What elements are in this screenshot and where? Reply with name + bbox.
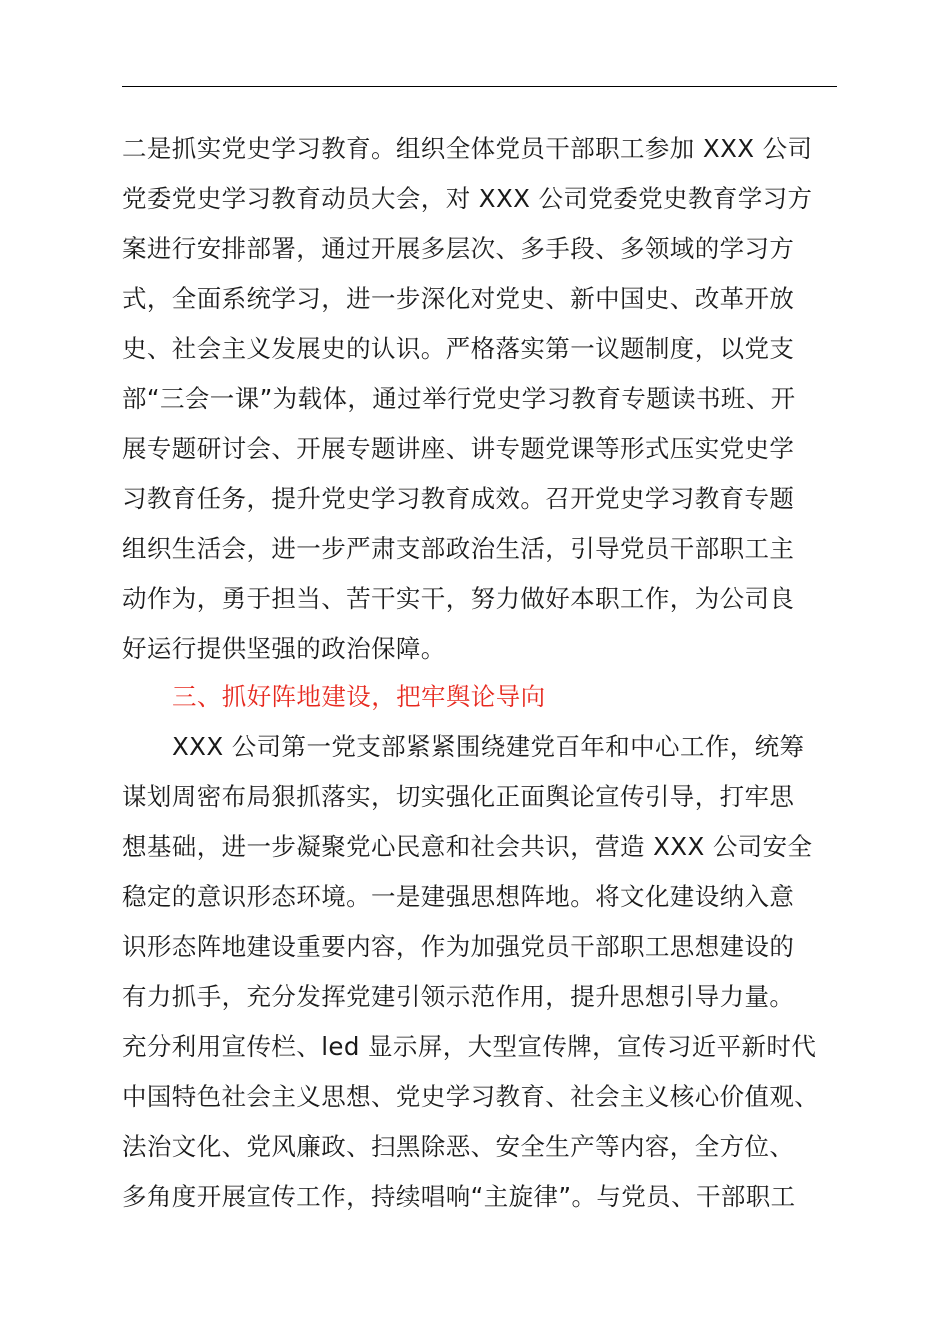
header-rule <box>122 86 837 87</box>
paragraph-line: 组织生活会，进一步严肃支部政治生活，引导党员干部职工主 <box>122 534 795 563</box>
paragraph-line: 习教育任务，提升党史学习教育成效。召开党史学习教育专题 <box>122 484 795 513</box>
paragraph-line: 想基础，进一步凝聚党心民意和社会共识，营造 XXX 公司安全 <box>122 832 813 861</box>
paragraph-line: 好运行提供坚强的政治保障。 <box>122 634 446 663</box>
paragraph-line: 充分利用宣传栏、led 显示屏，大型宣传牌，宣传习近平新时代 <box>122 1032 817 1061</box>
section-heading: 三、抓好阵地建设，把牢舆论导向 <box>172 682 546 711</box>
paragraph-line: 展专题研讨会、开展专题讲座、讲专题党课等形式压实党史学 <box>122 434 795 463</box>
paragraph-line: 党委党史学习教育动员大会，对 XXX 公司党委党史教育学习方 <box>122 184 813 213</box>
paragraph-line: 部“三会一课”为载体，通过举行党史学习教育专题读书班、开 <box>122 384 796 413</box>
paragraph-line: 案进行安排部署，通过开展多层次、多手段、多领域的学习方 <box>122 234 795 263</box>
paragraph-line: 式，全面系统学习，进一步深化对党史、新中国史、改革开放 <box>122 284 795 313</box>
paragraph-line: 谋划周密布局狠抓落实，切实强化正面舆论宣传引导，打牢思 <box>122 782 795 811</box>
paragraph-line: XXX 公司第一党支部紧紧围绕建党百年和中心工作，统筹 <box>172 732 805 761</box>
paragraph-line: 动作为，勇于担当、苦干实干，努力做好本职工作，为公司良 <box>122 584 795 613</box>
paragraph-line: 有力抓手，充分发挥党建引领示范作用，提升思想引导力量。 <box>122 982 795 1011</box>
paragraph-line: 中国特色社会主义思想、党史学习教育、社会主义核心价值观、 <box>122 1082 820 1111</box>
paragraph-line: 多角度开展宣传工作，持续唱响“主旋律”。与党员、干部职工 <box>122 1182 796 1211</box>
paragraph-line: 二是抓实党史学习教育。组织全体党员干部职工参加 XXX 公司 <box>122 134 813 163</box>
paragraph-line: 识形态阵地建设重要内容，作为加强党员干部职工思想建设的 <box>122 932 795 961</box>
paragraph-line: 史、社会主义发展史的认识。严格落实第一议题制度，以党支 <box>122 334 795 363</box>
paragraph-line: 稳定的意识形态环境。一是建强思想阵地。将文化建设纳入意 <box>122 882 795 911</box>
paragraph-line: 法治文化、党风廉政、扫黑除恶、安全生产等内容，全方位、 <box>122 1132 795 1161</box>
